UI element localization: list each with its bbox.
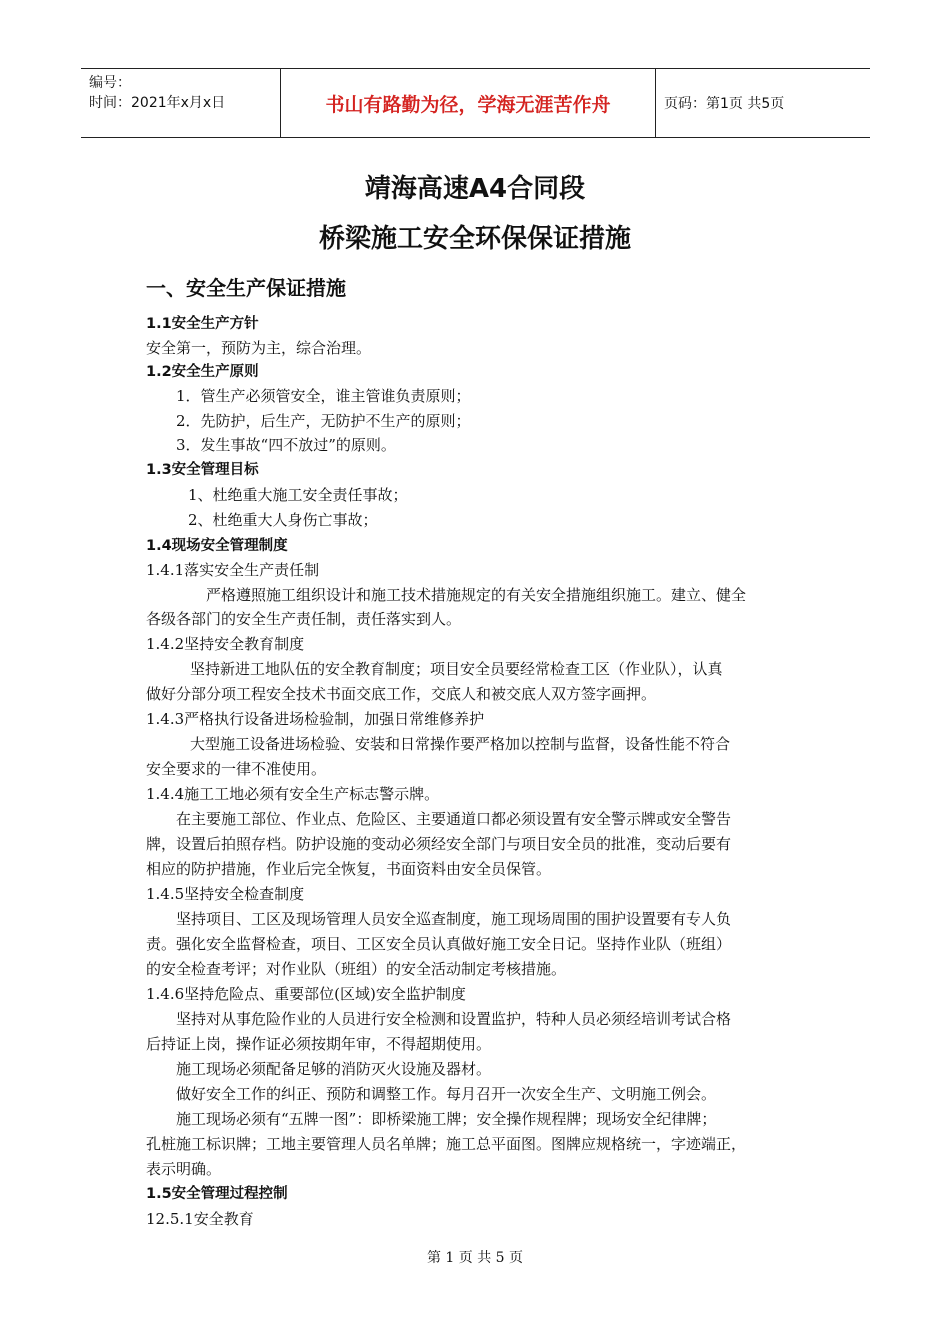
list-item: 2、杜绝重大人身伤亡事故； bbox=[188, 511, 378, 529]
heading-1-1: 1.1安全生产方针 bbox=[146, 316, 259, 332]
text-line: 坚持新进工地队伍的安全教育制度；项目安全员要经常检查工区（作业队），认真 bbox=[190, 660, 723, 678]
text-line: 在主要施工部位、作业点、危险区、主要通道口都必须设置有安全警示牌或安全警告 bbox=[176, 810, 732, 828]
text-line: 孔桩施工标识牌；工地主要管理人员名单牌；施工总平面图。图牌应规格统一，字迹端正， bbox=[146, 1135, 747, 1153]
text-line: 表示明确。 bbox=[146, 1160, 222, 1178]
subheading: 1.4.1落实安全生产责任制 bbox=[146, 561, 320, 579]
list-item: 3．发生事故“四不放过”的原则。 bbox=[176, 436, 396, 454]
list-item: 1、杜绝重大施工安全责任事故； bbox=[188, 486, 408, 504]
subheading: 1.4.5坚持安全检查制度 bbox=[146, 885, 305, 903]
subheading: 1.4.2坚持安全教育制度 bbox=[146, 635, 305, 653]
subheading: 1.4.4施工工地必须有安全生产标志警示牌。 bbox=[146, 785, 440, 803]
text-line: 的安全检查考评；对作业队（班组）的安全活动制定考核措施。 bbox=[146, 960, 567, 978]
text-line: 各级各部门的安全生产责任制，责任落实到人。 bbox=[146, 610, 462, 628]
page-footer: 第 1 页 共 5 页 bbox=[426, 1250, 524, 1266]
subheading: 1.4.6坚持危险点、重要部位(区域)安全监护制度 bbox=[146, 985, 466, 1003]
text-line: 严格遵照施工组织设计和施工技术措施规定的有关安全措施组织施工。建立、健全 bbox=[206, 586, 747, 604]
heading-1-5: 1.5安全管理过程控制 bbox=[146, 1186, 288, 1202]
text-line: 施工现场必须有“五牌一图”：即桥梁施工牌；安全操作规程牌；现场安全纪律牌； bbox=[176, 1110, 717, 1128]
list-item: 2．先防护，后生产，无防护不生产的原则； bbox=[176, 412, 471, 430]
text-line: 做好分部分项工程安全技术书面交底工作，交底人和被交底人双方签字画押。 bbox=[146, 685, 657, 703]
text-line: 坚持项目、工区及现场管理人员安全巡查制度，施工现场周围的围护设置要有专人负 bbox=[176, 910, 732, 928]
header-left-cell bbox=[81, 69, 281, 137]
text-line: 责。强化安全监督检查，项目、工区安全员认真做好施工安全日记。坚持作业队（班组） bbox=[146, 935, 732, 953]
text-line: 施工现场必须配备足够的消防灭火设施及器材。 bbox=[176, 1060, 492, 1078]
doc-title-1: 靖海高速A4合同段 bbox=[364, 174, 586, 204]
time-label: 时间：2021年x月x日 bbox=[89, 95, 226, 111]
subheading: 1.4.3严格执行设备进场检验制，加强日常维修养护 bbox=[146, 710, 485, 728]
heading-1-4: 1.4现场安全管理制度 bbox=[146, 538, 288, 554]
text-line: 做好安全工作的纠正、预防和调整工作。每月召开一次安全生产、文明施工例会。 bbox=[176, 1085, 717, 1103]
header-table bbox=[81, 68, 870, 138]
text-line: 安全第一，预防为主，综合治理。 bbox=[146, 339, 372, 357]
subheading: 12.5.1安全教育 bbox=[146, 1210, 254, 1228]
text-line: 后持证上岗，操作证必须按期年审，不得超期使用。 bbox=[146, 1035, 492, 1053]
list-item: 1．管生产必须管安全，谁主管谁负责原则； bbox=[176, 387, 471, 405]
text-line: 相应的防护措施，作业后完全恢复，书面资料由安全员保管。 bbox=[146, 860, 552, 878]
text-line: 大型施工设备进场检验、安装和日常操作要严格加以控制与监督，设备性能不符合 bbox=[190, 735, 731, 753]
section-heading: 一、安全生产保证措施 bbox=[146, 276, 346, 300]
text-line: 牌，设置后拍照存档。防护设施的变动必须经安全部门与项目安全员的批准，变动后要有 bbox=[146, 835, 732, 853]
text-line: 安全要求的一律不准使用。 bbox=[146, 760, 327, 778]
heading-1-3: 1.3安全管理目标 bbox=[146, 462, 259, 478]
heading-1-2: 1.2安全生产原则 bbox=[146, 364, 259, 380]
motto: 书山有路勤为径，学海无涯苦作舟 bbox=[281, 69, 656, 137]
text-line: 坚持对从事危险作业的人员进行安全检测和设置监护，特种人员必须经培训考试合格 bbox=[176, 1010, 732, 1028]
serial-label: 编号： bbox=[89, 75, 131, 91]
doc-title-2: 桥梁施工安全环保保证措施 bbox=[318, 224, 631, 254]
page-info: 页码：第1页 共5页 bbox=[664, 96, 785, 112]
